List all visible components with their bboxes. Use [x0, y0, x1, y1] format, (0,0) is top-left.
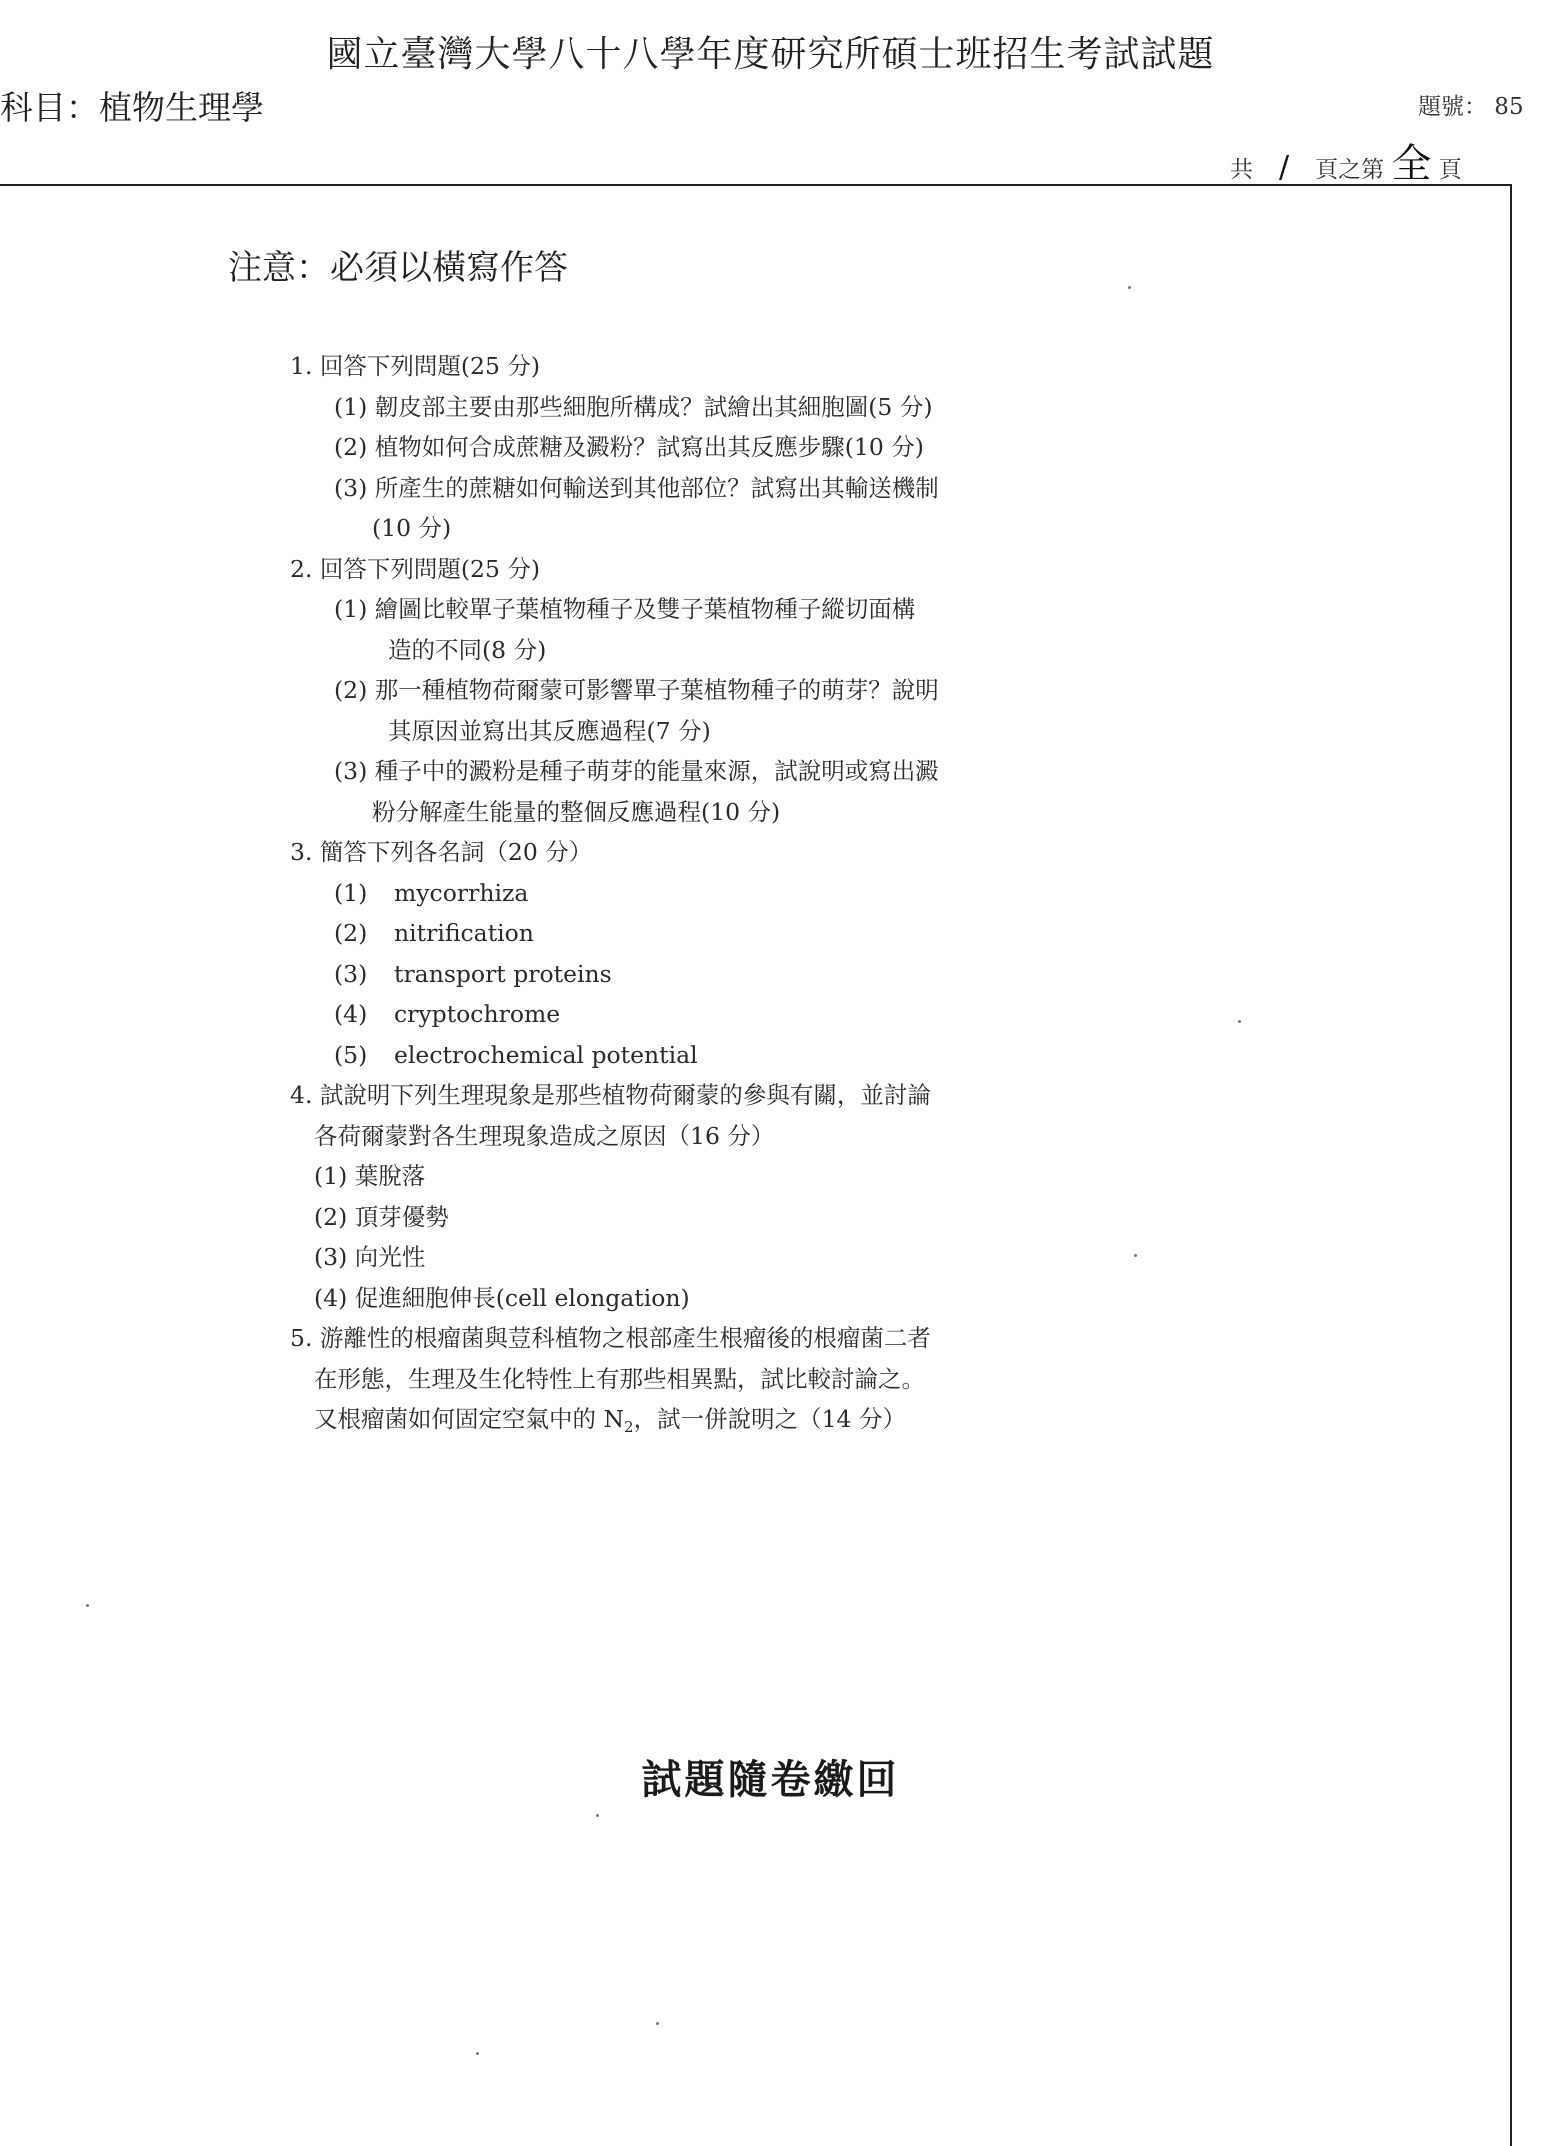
term-text: electrochemical potential [394, 1040, 698, 1069]
q1-part-3-cont: (10 分) [372, 514, 452, 542]
q2-heading: 2. 回答下列問題(25 分) [290, 554, 541, 583]
q2-part-1-cont: 造的不同(8 分) [388, 635, 547, 664]
return-notice-stamp: 試題隨卷繳回 [641, 1756, 900, 1803]
q5-line-3 [290, 1399, 1050, 1440]
q3-term-1 [290, 873, 1050, 914]
q5-line-1: 5. 游離性的根瘤菌與荳科植物之根部產生根瘤後的根瘤菌二者 [290, 1324, 931, 1352]
question-number: 題號： 85 [1418, 94, 1524, 120]
scan-speck [86, 1604, 89, 1607]
nitrogen-subscript: 2 [624, 1418, 634, 1436]
q3-term-4 [290, 994, 1050, 1035]
q1-part-2: (2) 植物如何合成蔗糖及澱粉？試寫出其反應步驟(10 分) [334, 433, 924, 461]
term-text: mycorrhiza [394, 878, 529, 907]
q2-part-3: (3) 種子中的澱粉是種子萌芽的能量來源，試說明或寫出澱 [334, 757, 939, 785]
page-count [1230, 132, 1462, 189]
question-list [290, 346, 1050, 1440]
scan-speck [1134, 1254, 1137, 1257]
term-number: (4) [334, 1000, 368, 1028]
term-number: (3) [334, 959, 368, 988]
q2-part-2: (2) 那一種植物荷爾蒙可影響單子葉植物種子的萌芽？說明 [334, 676, 939, 704]
q5-line-3-pre: 又根瘤菌如何固定空氣中的 N [314, 1405, 625, 1433]
notice: 注意：必須以橫寫作答 [228, 248, 568, 288]
page-current-handwritten: 全 [1391, 141, 1432, 187]
q1-part-1: (1) 韌皮部主要由那些細胞所構成？試繪出其細胞圖(5 分) [334, 392, 933, 421]
q3-term-5 [290, 1035, 1050, 1076]
q3-heading: 3. 簡答下列各名詞（20 分） [290, 838, 593, 866]
scan-speck [476, 2052, 479, 2055]
page-suffix: 頁 [1438, 157, 1462, 183]
q4-part-1: (1) 葉脫落 [314, 1162, 426, 1190]
q4-part-2: (2) 頂芽優勢 [314, 1202, 449, 1231]
q4-heading-cont: 各荷爾蒙對各生理現象造成之原因（16 分） [314, 1121, 775, 1150]
page-total-handwritten: / [1279, 150, 1290, 185]
subject-label: 科目：植物生理學 [0, 88, 264, 127]
q2-part-3-cont: 粉分解產生能量的整個反應過程(10 分) [372, 797, 781, 826]
q3-term-3 [290, 954, 1050, 995]
scan-speck [1128, 286, 1131, 289]
q3-term-2 [290, 913, 1050, 954]
term-text: nitrification [394, 919, 534, 947]
q2-part-2-cont: 其原因並寫出其反應過程(7 分) [388, 716, 711, 745]
frame-top-border [0, 184, 1512, 186]
page-middle: 頁之第 [1315, 157, 1385, 183]
q1-part-3: (3) 所產生的蔗糖如何輸送到其他部位？試寫出其輸送機制 [334, 473, 939, 502]
exam-title: 國立臺灣大學八十八學年度研究所碩士班招生考試試題 [326, 34, 1215, 75]
q4-part-4: (4) 促進細胞伸長(cell elongation) [314, 1283, 690, 1312]
scan-speck [1238, 1020, 1241, 1023]
term-number: (5) [334, 1040, 368, 1069]
q1-heading: 1. 回答下列問題(25 分) [290, 352, 541, 380]
scan-speck [596, 1814, 599, 1817]
q2-part-1: (1) 繪圖比較單子葉植物種子及雙子葉植物種子縱切面構 [334, 595, 916, 623]
frame-right-border [1510, 184, 1512, 2146]
q5-line-2: 在形態，生理及生化特性上有那些相異點，試比較討論之。 [314, 1364, 925, 1393]
term-text: transport proteins [394, 959, 612, 988]
q4-heading: 4. 試說明下列生理現象是那些植物荷爾蒙的參與有關，並討論 [290, 1081, 931, 1109]
q5-line-3-post: ，試一併說明之（14 分） [633, 1405, 906, 1433]
q4-part-3: (3) 向光性 [314, 1243, 426, 1271]
page-prefix: 共 [1230, 157, 1253, 183]
term-text: cryptochrome [394, 1000, 561, 1028]
scan-speck [656, 2022, 659, 2025]
term-number: (2) [334, 919, 368, 947]
term-number: (1) [334, 878, 368, 907]
